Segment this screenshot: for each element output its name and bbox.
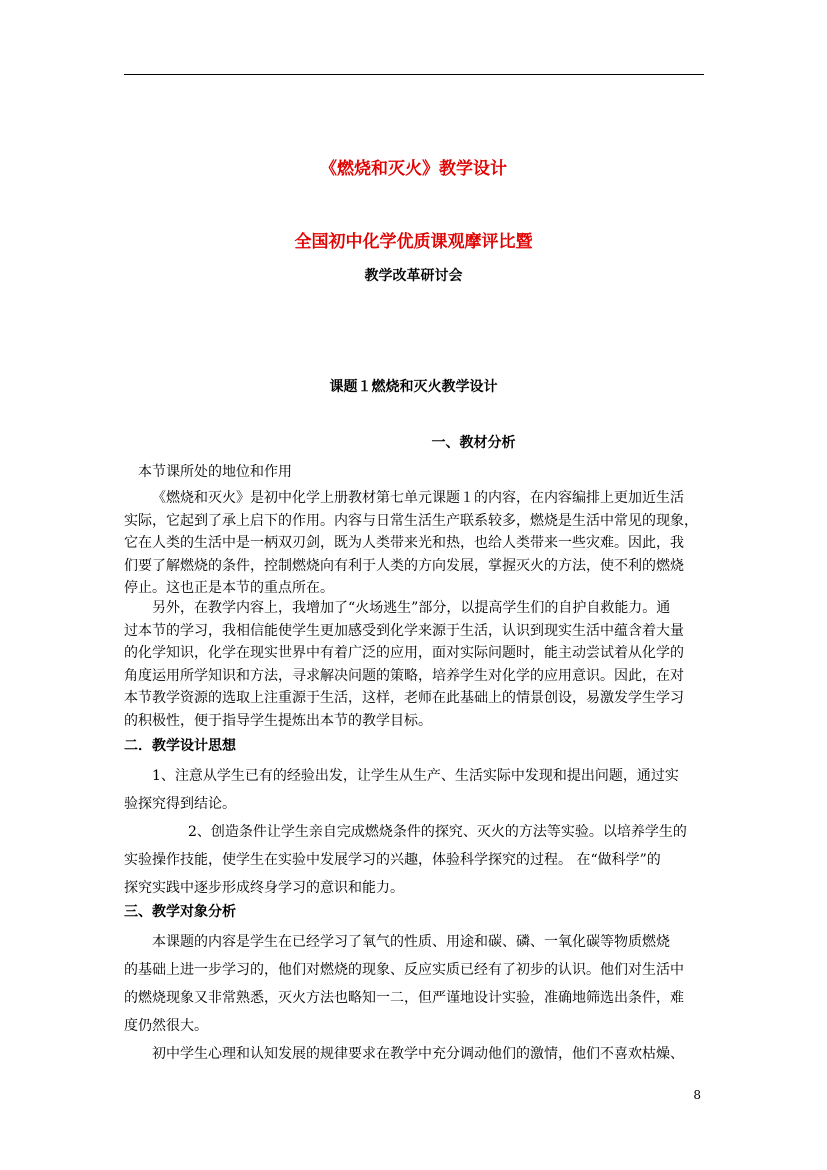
paragraph-line: 它在人类的生活中是一柄双刃剑，既为人类带来光和热，也给人类带来一些灾难。因此，我	[124, 535, 684, 551]
paragraph-line: 初中学生心理和认知发展的规律要求在教学中充分调动他们的激情，他们不喜欢枯燥、	[152, 1046, 684, 1062]
paragraph-line: 验探究得到结论。	[124, 796, 236, 812]
paragraph-line: 另外，在教学内容上，我增加了“火场逃生”部分，以提高学生们的自护自救能力。通	[152, 600, 671, 616]
paragraph-line: 的基础上进一步学习的，他们对燃烧的现象、反应实质已经有了初步的认识。他们对生活中	[124, 962, 684, 978]
section-2-heading: 二．教学设计思想	[124, 738, 236, 754]
paragraph-line: 们要了解燃烧的条件，控制燃烧向有利于人类的方向发展，掌握灭火的方法，使不利的燃烧	[124, 557, 684, 574]
section-1-heading: 一、教材分析	[431, 435, 516, 451]
paragraph-line: 过本节的学习，我相信能使学生更加感受到化学来源于生活，认识到现实生活中蕴含着大量	[124, 622, 684, 639]
paragraph-5	[124, 928, 704, 1040]
document-subtitle: 全国初中化学优质课观摩评比暨	[294, 232, 533, 252]
paragraph-line: 实际，它起到了承上启下的作用。内容与日常生活生产联系较多，燃烧是生活中常见的现象，	[124, 512, 698, 529]
paragraph-line: 1、注意从学生已有的经验出发，让学生从生产、生活实际中发现和提出问题，通过实	[152, 768, 679, 784]
paragraph-line: 实验操作技能，使学生在实验中发展学习的兴趣，体验科学探究的过程。 在“做科学”的	[124, 852, 661, 868]
paragraph-line: 的积极性，便于指导学生提炼出本节的教学目标。	[124, 712, 432, 729]
paragraph-2	[124, 597, 704, 732]
paragraph-line: 本节教学资源的选取上注重源于生活，这样，老师在此基础上的情景创设，易激发学生学习	[124, 690, 684, 706]
paragraph-4	[124, 818, 704, 902]
section-1-intro: 本节课所处的地位和作用	[138, 464, 292, 480]
document-title: 《燃烧和灭火》教学设计	[320, 159, 507, 179]
paragraph-line: 停止。这也正是本节的重点所在。	[124, 580, 334, 596]
paragraph-1	[124, 487, 704, 600]
paragraph-line: 的燃烧现象又非常熟悉，灭火方法也略知一二，但严谨地设计实验，准确地筛选出条件，难	[124, 990, 684, 1006]
paragraph-line: 探究实践中逐步形成终身学习的意识和能力。	[124, 880, 404, 896]
lesson-title: 课题１燃烧和灭火教学设计	[329, 379, 498, 395]
header-rule	[124, 74, 704, 75]
document-subtitle-2: 教学改革研讨会	[364, 268, 463, 284]
section-3-heading: 三、教学对象分析	[124, 904, 236, 920]
page-number: 8	[693, 1088, 701, 1102]
paragraph-line: 角度运用所学知识和方法，寻求解决问题的策略，培养学生对化学的应用意识。因此，在对	[124, 667, 684, 684]
paragraph-3	[124, 762, 704, 818]
paragraph-line: 2、创造条件让学生亲自完成燃烧条件的探究、灭火的方法等实验。以培养学生的	[188, 824, 687, 840]
paragraph-line: 度仍然很大。	[124, 1018, 208, 1034]
paragraph-6	[124, 1040, 704, 1068]
paragraph-line: 本课题的内容是学生在已经学习了氧气的性质、用途和碳、磷、一氧化碳等物质燃烧	[152, 934, 670, 950]
paragraph-line: 《燃烧和灭火》是初中化学上册教材第七单元课题１的内容，在内容编排上更加近生活	[152, 490, 684, 506]
paragraph-line: 的化学知识，化学在现实世界中有着广泛的应用，面对实际问题时，能主动尝试着从化学的	[124, 645, 684, 661]
